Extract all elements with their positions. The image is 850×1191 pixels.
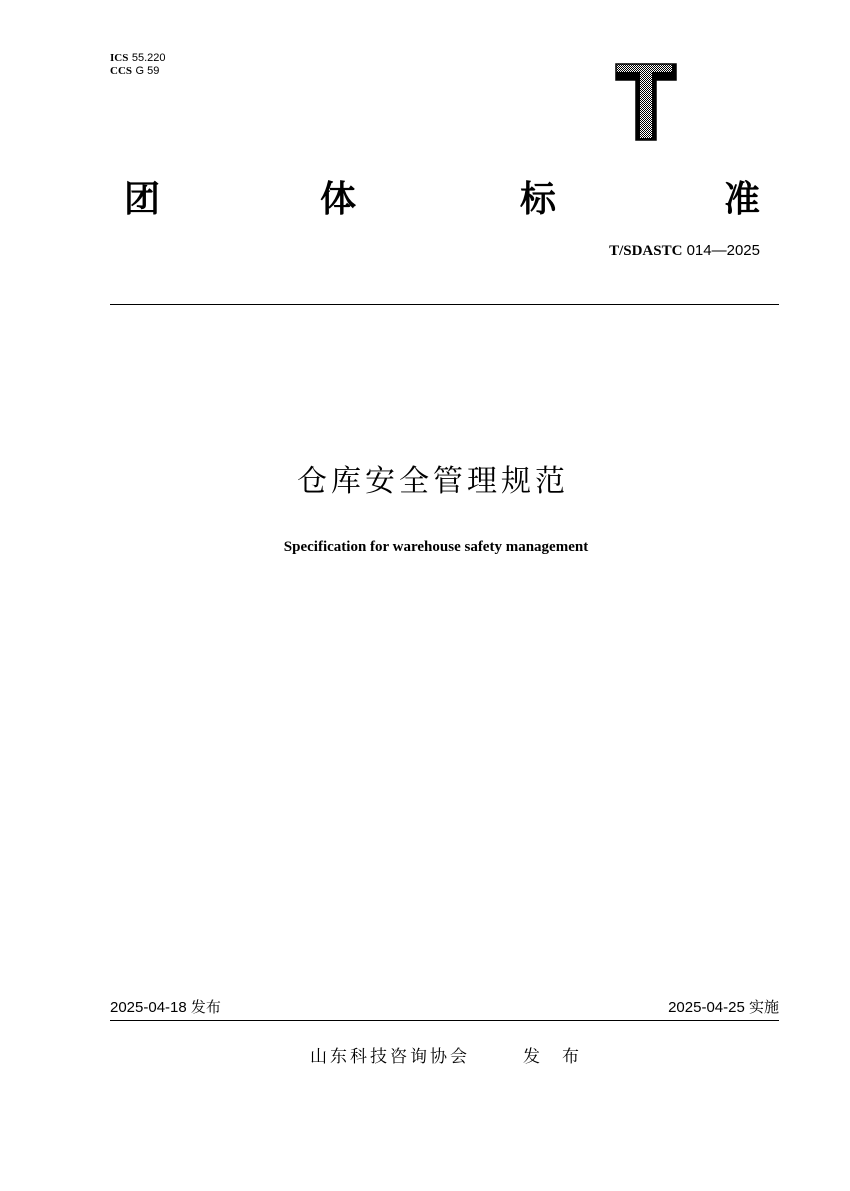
top-divider	[110, 304, 779, 305]
standard-type-char-1: 团	[124, 179, 161, 220]
document-title-chinese: 仓库安全管理规范	[297, 464, 569, 499]
document-title-english: Specification for warehouse safety management	[283, 539, 589, 555]
standard-code-prefix: T/SDASTC	[609, 243, 683, 259]
standard-type-char-3: 标	[520, 179, 557, 220]
ccs-code	[110, 65, 159, 77]
standard-type-logo	[614, 62, 678, 142]
ics-label: ICS	[110, 52, 129, 64]
ccs-label: CCS	[110, 65, 133, 77]
standard-type-char-2: 体	[320, 179, 357, 220]
issuer-name: 山东科技咨询协会	[310, 1047, 470, 1067]
ics-code	[110, 52, 166, 64]
standard-code-number: 014—2025	[682, 242, 760, 259]
standard-code	[609, 240, 760, 261]
ics-value: 55.220	[131, 52, 166, 64]
bottom-divider	[110, 1020, 779, 1021]
release-date: 2025-04-18 发布	[110, 999, 221, 1016]
standard-type-char-4: 准	[724, 179, 761, 220]
issuer-action: 发布	[523, 1047, 601, 1067]
implementation-date: 2025-04-25 实施	[668, 999, 779, 1016]
t-letter-logo	[614, 62, 678, 142]
ccs-value: G 59	[135, 65, 160, 77]
